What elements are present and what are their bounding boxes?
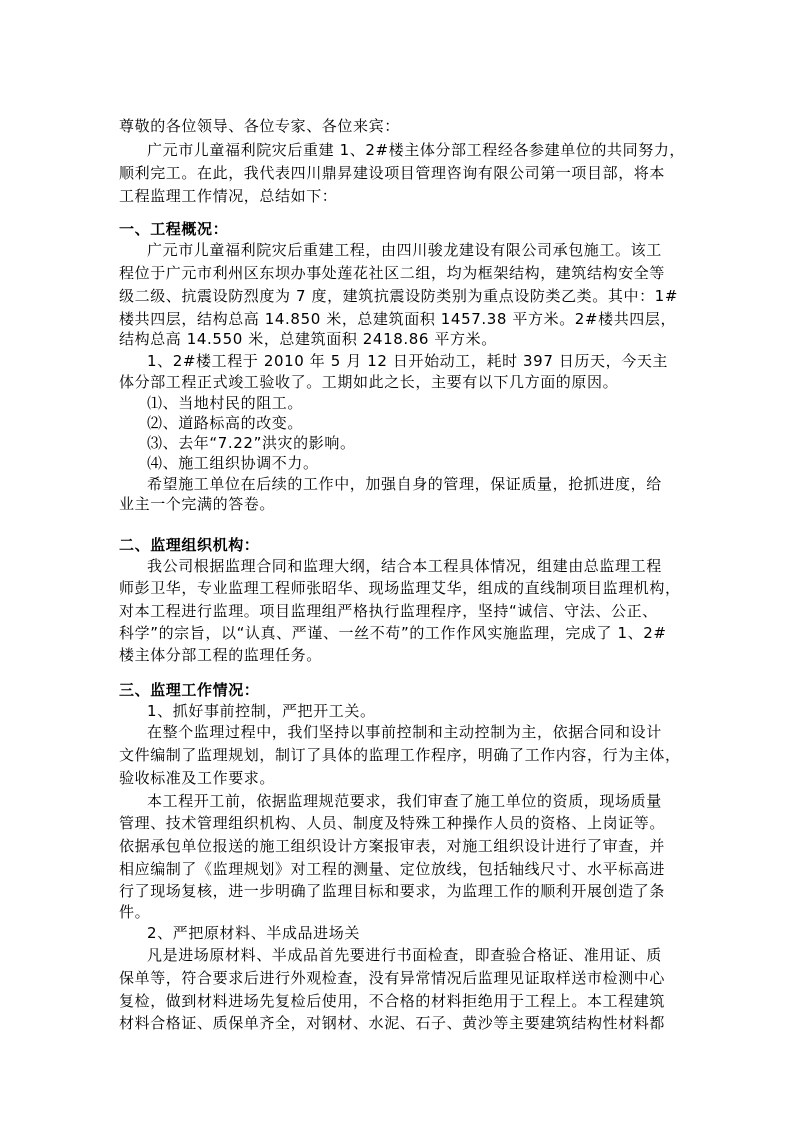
paragraph-line: 级二级、抗震设防烈度为 7 度，建筑抗震设防类别为重点设防类乙类。其中：1# [119,287,678,305]
reason-item: ⑷、施工组织协调不力。 [147,454,319,472]
paragraph-line: 结构总高 14.550 米，总建筑面积 2418.86 平方米。 [119,330,497,348]
reason-item: ⑵、道路标高的改变。 [147,414,304,432]
paragraph-line: 科学”的宗旨，以“认真、严谨、一丝不苟”的工作作风实施监理，完成了 1、2# [119,624,667,642]
paragraph-line: 材料合格证、质保单齐全，对钢材、水泥、石子、黄沙等主要建筑结构性材料都 [119,1014,666,1032]
paragraph-line: 行了现场复核，进一步明确了监理目标和要求，为监理工作的顺利开展创造了条 [119,882,666,900]
reason-item: ⑶、去年“7.22”洪灾的影响。 [147,434,356,452]
subsection-item: 2、严把原材料、半成品进场关 [147,924,360,942]
paragraph-line: 依据承包单位报送的施工组织设计方案报审表，对施工组织设计进行了审查，并 [119,837,666,855]
section-heading-overview: 一、工程概况： [119,220,229,238]
paragraph-line: 希望施工单位在后续的工作中，加强自身的管理，保证质量，抢抓进度，给 [147,475,662,493]
paragraph-line: 楼主体分部工程的监理任务。 [119,646,322,664]
paragraph-line: 相应编制了《监理规划》对工程的测量、定位放线，包括轴线尺寸、水平标高进 [119,860,666,878]
paragraph-line: 件。 [119,903,151,921]
paragraph-line: 程位于广元市利州区东坝办事处莲花社区二组，均为框架结构，建筑结构安全等 [119,264,666,282]
section-heading-supervision: 三、监理工作情况： [119,681,260,699]
paragraph-line: 管理、技术管理组织机构、人员、制度及特殊工种操作人员的资格、上岗证等。 [119,814,666,832]
paragraph-line: 文件编制了监理规划，制订了具体的监理工作程序，明确了工作内容，行为主体， [119,746,681,764]
paragraph-line: 体分部工程正式竣工验收了。工期如此之长，主要有以下几方面的原因。 [119,373,619,391]
paragraph-line: 广元市儿童福利院灾后重建工程，由四川骏龙建设有限公司承包施工。该工 [147,241,662,259]
paragraph-line: 我公司根据监理合同和监理大纲，结合本工程具体情况，组建由总监理工程 [147,557,662,575]
paragraph-line: 验收标准及工作要求。 [119,769,276,787]
greeting-line: 尊敬的各位领导、各位专家、各位来宾： [119,117,400,135]
paragraph-line: 本工程开工前，依据监理规范要求，我们审查了施工单位的资质，现场质量 [147,792,662,810]
paragraph-line: 师彭卫华，专业监理工程师张昭华、现场监理艾华，组成的直线制项目监理机构， [119,579,681,597]
intro-line: 工程监理工作情况，总结如下： [119,187,338,205]
paragraph-line: 复检，做到材料进场先复检后使用，不合格的材料拒绝用于工程上。本工程建筑 [119,992,666,1010]
subsection-item: 1、抓好事前控制，严把开工关。 [147,702,376,720]
paragraph-line: 楼共四层，结构总高 14.850 米，总建筑面积 1457.38 平方米。2#楼共四层， [119,310,677,328]
paragraph-line: 凡是进场原材料、半成品首先要进行书面检查，即查验合格证、准用证、质 [147,946,662,964]
paragraph-line: 对本工程进行监理。项目监理组严格执行监理程序，坚持“诚信、守法、公正、 [119,602,658,620]
paragraph-line: 业主一个完满的答卷。 [119,495,276,513]
paragraph-line: 1、2#楼工程于 2010 年 5 月 12 日开始动工，耗时 397 日历天，今天主 [147,352,669,370]
paragraph-line: 在整个监理过程中，我们坚持以事前控制和主动控制为主，依据合同和设计 [147,723,662,741]
paragraph-line: 保单等，符合要求后进行外观检查，没有异常情况后监理见证取样送市检测中心 [119,969,666,987]
section-heading-organization: 二、监理组织机构： [119,536,260,554]
reason-item: ⑴、当地村民的阻工。 [147,394,304,412]
intro-line: 广元市儿童福利院灾后重建 1、2#楼主体分部工程经各参建单位的共同努力， [147,141,686,159]
intro-line: 顺利完工。在此，我代表四川鼎昇建设项目管理咨询有限公司第一项目部，将本 [119,164,666,182]
